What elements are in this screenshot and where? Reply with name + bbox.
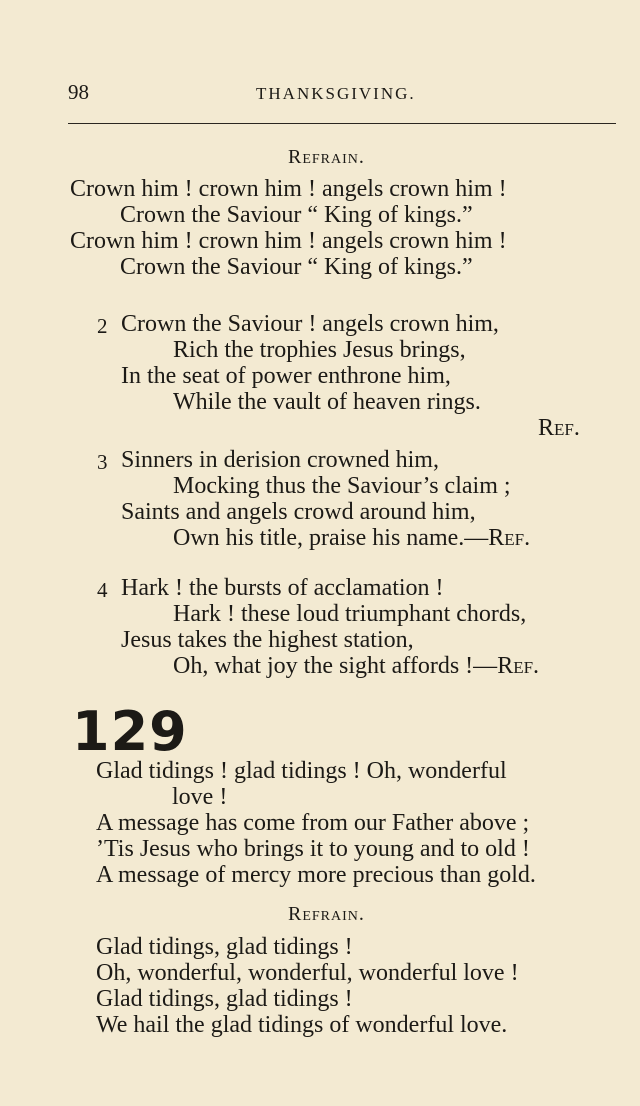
verse-line: Mocking thus the Saviour’s claim ; bbox=[173, 473, 511, 499]
refrain-line: Glad tidings, glad tidings ! bbox=[96, 986, 353, 1012]
refrain-heading: Refrain. bbox=[288, 903, 365, 925]
verse-line-with-ref bbox=[173, 653, 539, 679]
refrain-reference: Ref. bbox=[488, 525, 531, 551]
verse-number: 4 bbox=[97, 578, 108, 602]
verse-line: Hark ! the bursts of acclamation ! bbox=[121, 575, 444, 601]
refrain-heading: Refrain. bbox=[288, 146, 365, 168]
verse-line: A message of mercy more precious than gold. bbox=[96, 862, 536, 888]
verse-line: Saints and angels crowd around him, bbox=[121, 499, 476, 525]
hymn-number: 129 bbox=[72, 700, 188, 763]
refrain-line: Glad tidings, glad tidings ! bbox=[96, 934, 353, 960]
section-title: THANKSGIVING. bbox=[256, 84, 416, 103]
refrain-line: We hail the glad tidings of wonderful love. bbox=[96, 1012, 508, 1038]
verse-line: love ! bbox=[172, 784, 228, 810]
verse-line: Crown the Saviour ! angels crown him, bbox=[121, 311, 499, 337]
verse-line: Own his title, praise his name.— bbox=[173, 525, 489, 551]
refrain-line: Oh, wonderful, wonderful, wonderful love ! bbox=[96, 960, 519, 986]
verse-line: A message has come from our Father above ; bbox=[96, 810, 530, 836]
verse-line: Oh, what joy the sight affords !— bbox=[173, 653, 498, 679]
verse-number: 3 bbox=[97, 450, 108, 474]
verse-line: Hark ! these loud triumphant chords, bbox=[173, 601, 527, 627]
verse-line: ’Tis Jesus who brings it to young and to old ! bbox=[96, 836, 530, 862]
refrain-line: Crown the Saviour “ King of kings.” bbox=[120, 254, 473, 280]
refrain-line: Crown the Saviour “ King of kings.” bbox=[120, 202, 473, 228]
page-number: 98 bbox=[68, 80, 89, 104]
refrain-line: Crown him ! crown him ! angels crown him ! bbox=[70, 176, 507, 202]
verse-line: Glad tidings ! glad tidings ! Oh, wonderful bbox=[96, 758, 507, 784]
verse-line: Jesus takes the highest station, bbox=[121, 627, 414, 653]
verse-line: Rich the trophies Jesus brings, bbox=[173, 337, 466, 363]
verse-line: While the vault of heaven rings. bbox=[173, 389, 481, 415]
verse-line: In the seat of power enthrone him, bbox=[121, 363, 451, 389]
verse-number: 2 bbox=[97, 314, 108, 338]
refrain-reference: Ref. bbox=[538, 415, 580, 441]
refrain-line: Crown him ! crown him ! angels crown him ! bbox=[70, 228, 507, 254]
verse-line: Sinners in derision crowned him, bbox=[121, 447, 439, 473]
header-rule bbox=[68, 123, 616, 124]
verse-line-with-ref bbox=[173, 525, 530, 551]
refrain-reference: Ref. bbox=[497, 653, 540, 679]
